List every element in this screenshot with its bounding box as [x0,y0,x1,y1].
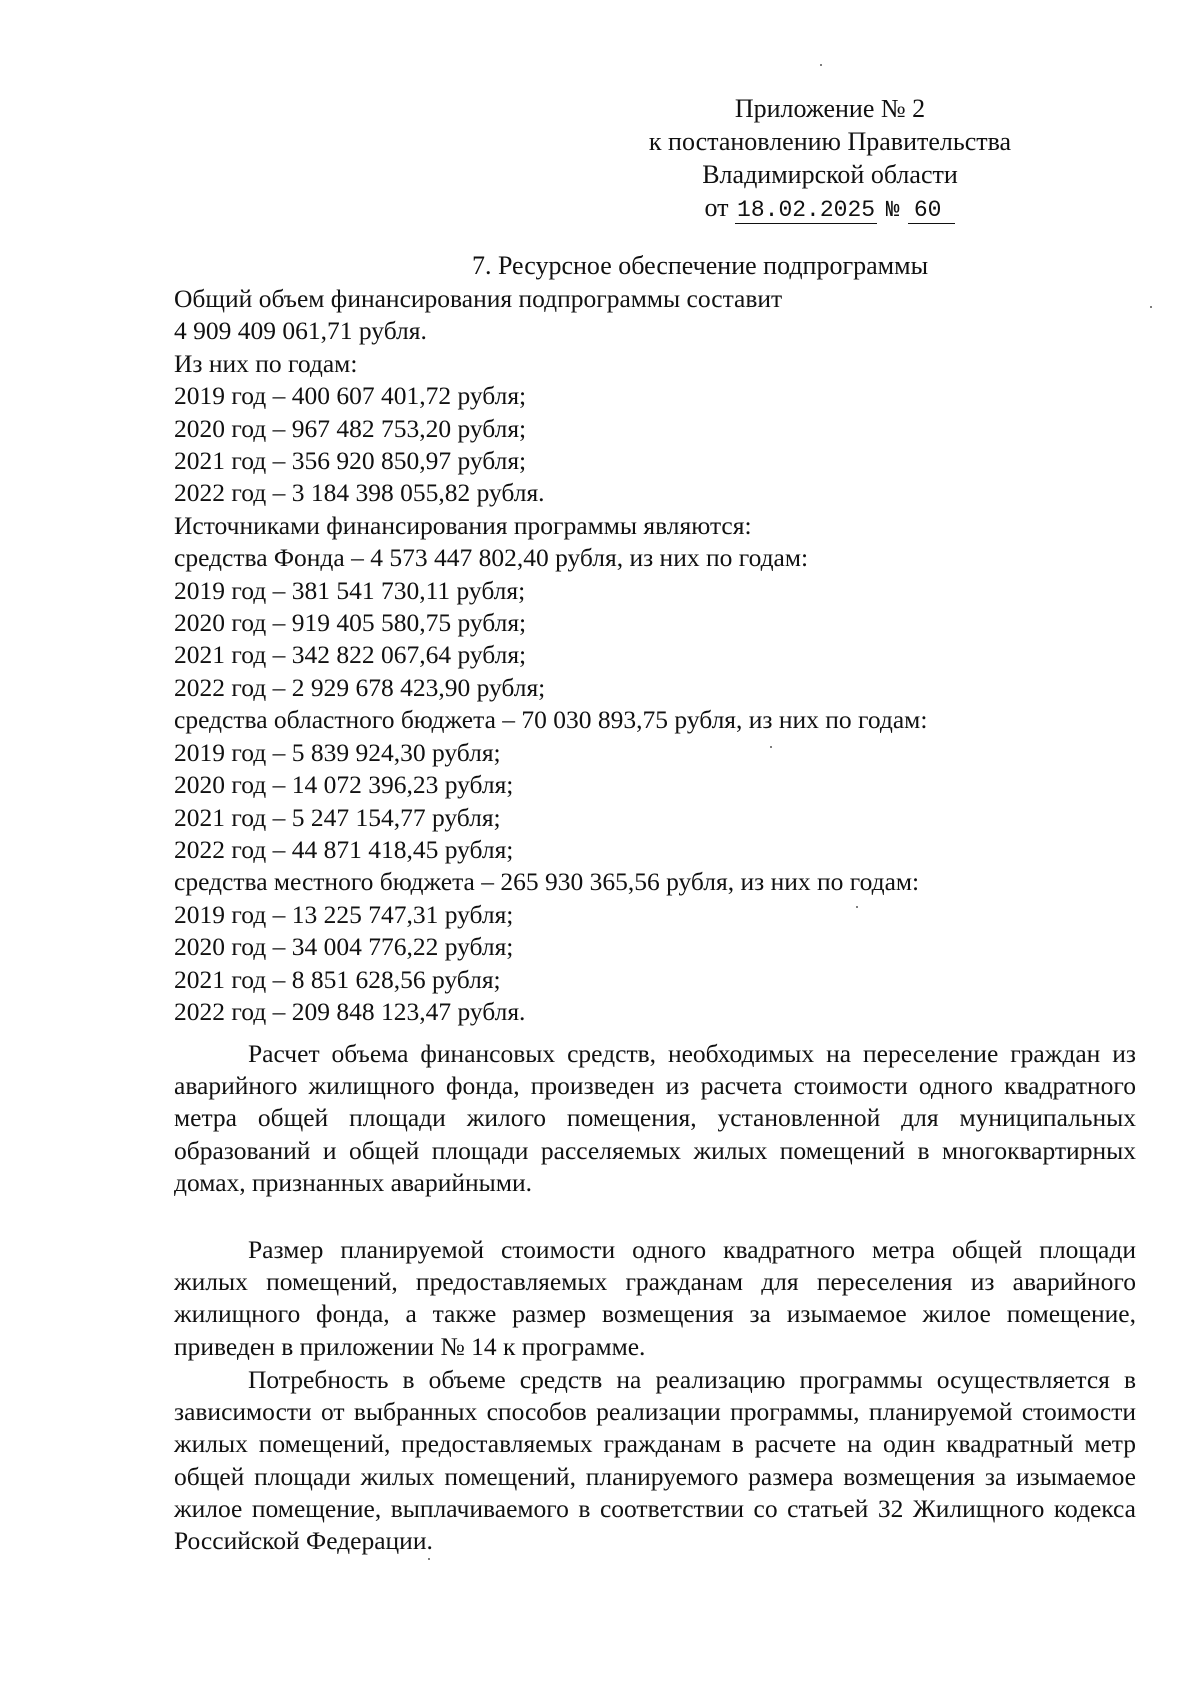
appendix-date-number [705,191,956,227]
list-item: Источниками финансирования программы являются: [174,510,752,540]
list-item: средства областного бюджета – 70 030 893,75 рубля, из них по годам: [174,705,928,735]
list-item: средства местного бюджета – 265 930 365,56 рубля, из них по годам: [174,867,920,897]
list-item: 2019 год – 13 225 747,31 рубля; [174,899,514,929]
scan-speck [428,1558,430,1560]
scan-speck [856,906,858,908]
list-item: 2021 год – 8 851 628,56 рубля; [174,964,501,994]
list-item: Из них по годам: [174,348,358,378]
appendix-title: Приложение № 2 [734,94,926,123]
list-item: 2020 год – 967 482 753,20 рубля; [174,413,527,443]
list-item: средства Фонда – 4 573 447 802,40 рубля, из них по годам: [174,543,809,573]
paragraph-calculation: Расчет объема финансовых средств, необходимых на переселение граждан из аварийного жилищного фонда, произведен из расчета стоимости одного квадратного метра общей площади жилого помещения, установленной для муниципальных образований и общей площади расселяемых жилых помещений в многоквартирных домах, признанных аварийными. [174,1039,1136,1197]
appendix-region: Владимирской области [702,160,958,189]
appendix-header [590,92,1070,227]
scan-speck [820,64,822,66]
list-item: 2022 год – 209 848 123,47 рубля. [174,996,526,1026]
paragraph-cost-size: Размер планируемой стоимости одного квадратного метра общей площади жилых помещений, предоставляемых гражданам для переселения из аварийного жилищного фонда, а также размер возмещения за изымаемое жилое помещение, приведен в приложении № 14 к программе. [174,1235,1136,1361]
scan-speck [1150,306,1152,308]
number-prefix: № [885,197,900,223]
section-title: 7. Ресурсное обеспечение подпрограммы [471,251,929,280]
list-item: 2020 год – 14 072 396,23 рубля; [174,770,514,800]
appendix-resolution: к постановлению Правительства [648,127,1012,156]
list-item: 2021 год – 5 247 154,77 рубля; [174,802,501,832]
list-item: Общий объем финансирования подпрограммы составит [174,284,783,313]
funding-list [174,283,1124,1028]
list-item: 2021 год – 356 920 850,97 рубля; [174,446,527,476]
list-item: 2022 год – 2 929 678 423,90 рубля; [174,672,546,702]
date-prefix: от [704,193,729,222]
scan-speck [770,746,772,748]
list-item: 4 909 409 061,71 рубля. [174,316,427,346]
list-item: 2019 год – 381 541 730,11 рубля; [174,575,526,605]
paragraph-funding-need: Потребность в объеме средств на реализацию программы осуществляется в зависимости от выбранных способов реализации программы, планируемой стоимости жилых помещений, предоставляемых гражданам в расчете на один квадратный метр общей площади жилых помещений, планируемого размера возмещения за изымаемое жилое помещение, выплачиваемого в соответствии со статьей 32 Жилищного кодекса Российской Федерации. [174,1365,1136,1556]
list-item: 2020 год – 34 004 776,22 рубля; [174,932,514,962]
list-item: 2022 год – 3 184 398 055,82 рубля. [174,478,545,508]
list-item: 2019 год – 5 839 924,30 рубля; [174,737,501,767]
date-value: 18.02.2025 [737,197,876,223]
list-item: 2019 год – 400 607 401,72 рубля; [174,381,527,411]
list-item: 2022 год – 44 871 418,45 рубля; [174,834,514,864]
number-value: 60 [908,197,956,224]
list-item: 2020 год – 919 405 580,75 рубля; [174,608,527,638]
list-item: 2021 год – 342 822 067,64 рубля; [174,640,527,670]
